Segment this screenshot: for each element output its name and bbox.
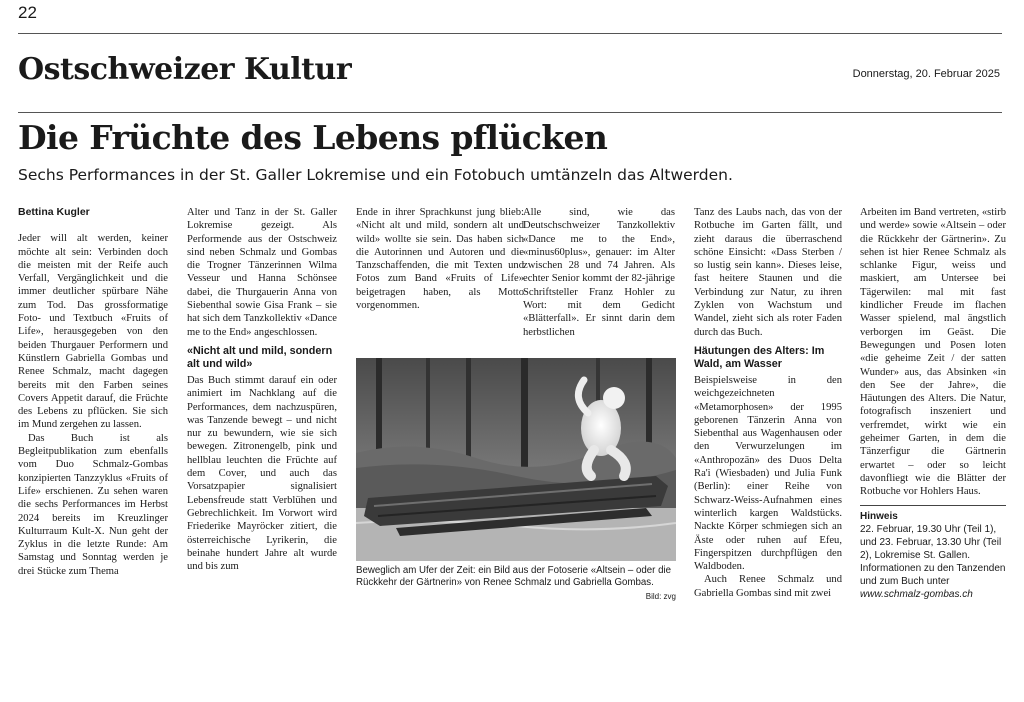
- section-rule: [18, 112, 1002, 113]
- section-title: Ostschweizer Kultur: [18, 52, 352, 87]
- info-box-title: Hinweis: [860, 510, 898, 522]
- column-3: [356, 206, 524, 312]
- photo-credit: Bild: zvg: [645, 592, 676, 601]
- paragraph: Jeder will alt werden, keiner möchte alt sein: Verbinden doch die meisten mit der Reife auch Verfall, Vergänglichkeit und die immer deutlicher spürbare Nähe zum Tod. Das grossformatige Foto- und Textbuch «Fruits of Life», herausgegeben von den beiden Thurgauer Performern und Künstlern Gabriella Gombas und Renee Schmalz, macht dagegen bereits mit den Farben seines Covers Appetit darauf, die Früchte des Lebens zu pflücken. Sie sich im Mund zergehen zu lassen.: [18, 233, 168, 431]
- column-1: [18, 206, 168, 578]
- paragraph: Ende in ihrer Sprachkunst jung blieb: «Nicht alt und mild, sondern alt und wild» wollte sie sein. Das haben sich die Autorinnen und Autoren und die Tanzschaffenden, die mit Texten und Fotos zum Band «Fruits of Life» beigetragen haben, als Motto vorgenommen.: [356, 207, 524, 312]
- column-6: [860, 206, 1006, 601]
- paragraph: Alle sind, wie das Deutschschweizer Tanzkollektiv «Dance me to the End», «minus60plus», genauer: im Alter zwischen 28 und 74 Jahren. Als echter Senior kommt der 82-jährige Schriftsteller Franz Hohler zu Wort: mit dem Gedicht «Blätterfall». Er sinnt darin dem herbstlichen: [523, 207, 675, 338]
- page-number: 22: [18, 3, 37, 22]
- intertitle: «Nicht alt und mild, sondern alt und wild»: [187, 344, 333, 370]
- paragraph: Arbeiten im Band vertreten, «stirb und werde» sowie «Altsein – oder die Rückkehr der Gärtnerin». Zu sehen ist hier Renee Schmalz als schlanke Figur, weiss und maskiert, am Untersee bei Tägerwilen: mal mit fast kindlicher Freude im flachen Wasser spielend, mal ängstlich verborgen im Geäst. Die Bewegungen und Posen loten «die geheime Zeit / der satten Wunder» aus, das Absinken «in den See der Jahre», die Häutungen des Alters. Die Natur, fotografisch inszeniert und verfremdet, wirkt wie ein geheimer Garten, in dem die Tänzerfigur die Gärtnerin erwartet – oder so leicht davonfliegt wie die Blätter der Rotbuche vor Hohlers Haus.: [860, 207, 1006, 498]
- column-5: [694, 206, 842, 600]
- column-4: [523, 206, 675, 339]
- paragraph: Tanz des Laubs nach, das von der Rotbuche im Garten fällt, und zieht daraus die überraschend schöne Einsicht: «Dass Sterben / so lustig sein kann». Dieses leise, fast heitere Staunen und die Verbindung zur Natur, zu ihren Zyklen von Wachstum und Wandel, zieht sich als roter Faden durch das Buch.: [694, 207, 842, 338]
- article-headline: Die Früchte des Lebens pflücken: [18, 118, 608, 157]
- forest-shore-photo: [356, 358, 676, 561]
- article-photo: [356, 358, 676, 561]
- article-subhead: Sechs Performances in der St. Galler Lokremise und ein Fotobuch umtänzeln das Altwerden.: [18, 166, 733, 184]
- paragraph: Das Buch ist als Begleitpublikation zum ebenfalls vom Duo Schmalz-Gombas konzipierten Tanzzyklus «Fruits of Life» erschienen. Zu sehen waren die sechs Performances im Herbst 2024 bereits im Kreuzlinger Kulturraum Kult-X. Nun geht der Zyklus in die letzte Runde: Am Samstag und Sonntag werden je drei Stücke zum Thema: [18, 432, 168, 577]
- info-rule: [860, 505, 1006, 506]
- photo-caption: Beweglich am Ufer der Zeit: ein Bild aus der Fotoserie «Altsein – oder die Rückkehr der Gärtnerin» von Renee Schmalz und Gabriella Gombas.: [356, 565, 671, 588]
- paragraph: Auch Renee Schmalz und Gabriella Gombas sind mit zwei: [694, 574, 842, 599]
- info-box-text: 22. Februar, 19.30 Uhr (Teil 1), und 23. Februar, 13.30 Uhr (Teil 2), Lokremise St. Gallen. Informationen zu den Tanzenden und zum Buch unter: [860, 523, 1006, 587]
- intertitle: Häutungen des Alters: Im Wald, am Wasser: [694, 344, 825, 370]
- author-byline: Bettina Kugler: [18, 206, 90, 218]
- info-box-link[interactable]: www.schmalz-gombas.ch: [860, 588, 973, 600]
- paragraph: Das Buch stimmt darauf ein oder animiert im Nachklang auf die Performances, dem nachzuspüren, was Tanzende bewegt – und nicht nur zu bewundern, wie sie sich bewegen. Zitronengelb, pink und hellblau leuchten die Früchte auf dem Cover, und auch das Vorsatzpapier signalisiert Lebensfreude statt Verblühen und Gebrechlichkeit. Im Vorwort wird Friederike Mayröcker zitiert, die österreichische Lyrikerin, die beinahe hundert Jahre alt wurde und bis zum: [187, 374, 337, 573]
- paragraph: Beispielsweise in den weichgezeichneten «Metamorphosen» der 1995 geborenen Tänzerin Anna von Siebenthal aus Wagenhausen oder den Verwurzelungen im «Anthropozän» des Duos Delta Ra'i (Wiesbaden) und Julia Funk (Berlin): einer Reihe von Schwarz-Weiss-Aufnahmen eines winterlich kargen Waldstücks. Nackte Körper schmiegen sich an Äste oder ruhen auf Efeu, Fingerspitzen durchpflügen den Waldboden.: [694, 374, 842, 573]
- top-rule: [18, 33, 1002, 34]
- column-2: [187, 206, 337, 573]
- paragraph: Alter und Tanz in der St. Galler Lokremise gezeigt. Als Performende aus der Ostschweiz sind neben Schmalz und Gombas die Trogner Tänzerinnen Wilma Vesseur und Hanna Schönsee dabei, die Thurgauerin Anna von Siebenthal sowie Gisa Frank – sie hat sich dem Tanzkollektiv «Dance me to the End» angeschlossen.: [187, 207, 337, 338]
- issue-date: Donnerstag, 20. Februar 2025: [852, 68, 1000, 80]
